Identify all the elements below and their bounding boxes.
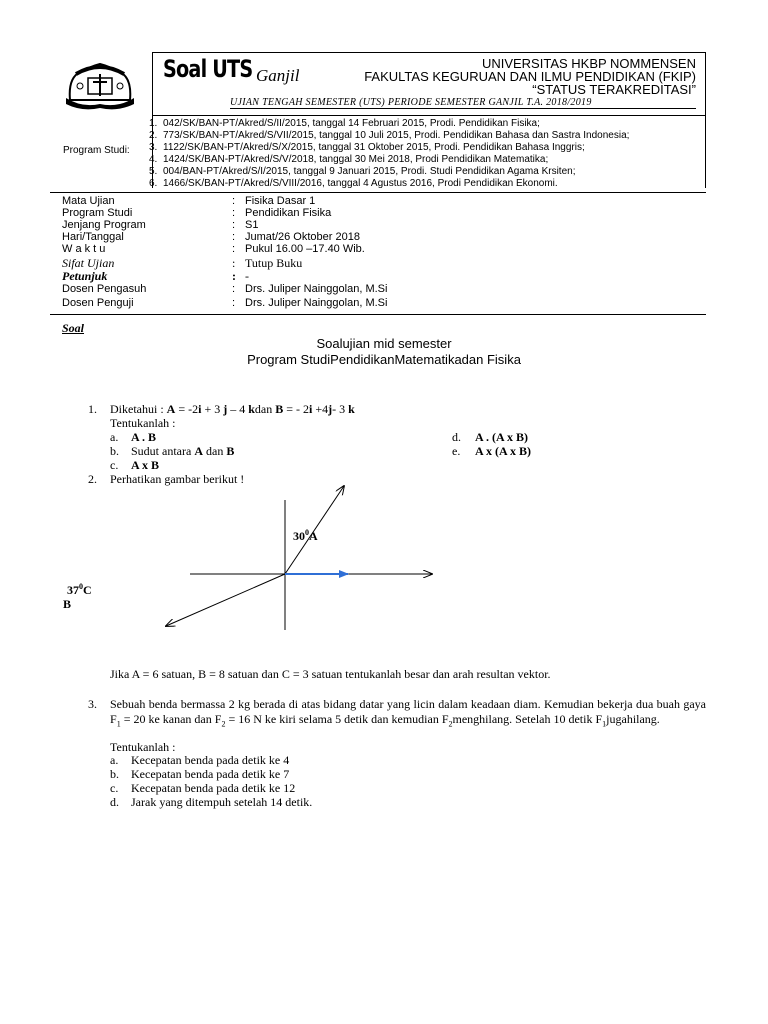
accreditation-item: 4. 1424/SK/BAN-PT/Akred/S/V/2018, tanggal 30 Mei 2018, Prodi Pendidikan Matematika; [149,154,549,165]
info-bottom-rule [50,314,706,315]
info-label: W a k t u [62,243,106,255]
q2-question: Jika A = 6 satuan, B = 8 satuan dan C = 3 satuan tentukanlah besar dan arah resultan vektor. [110,667,551,681]
faculty-name: FAKULTAS KEGURUAN DAN ILMU PENDIDIKAN (FKIP) [364,69,696,84]
accreditation-item: 3. 1122/SK/BAN-PT/Akred/S/X/2015, tanggal 31 Oktober 2015, Prodi. Pendidikan Bahasa Inggris; [149,142,585,153]
accreditation-item: 5. 004/BAN-PT/Akred/S/I/2015, tanggal 9 Januari 2015, Prodi. Studi Pendidikan Agama Krsiten; [149,166,576,177]
vector-c-label: $37^0C$ [67,582,92,597]
info-label: Hari/Tanggal [62,231,124,243]
accreditation-item: 6. 1466/SK/BAN-PT/Akred/S/VIII/2016, tanggal 4 Agustus 2016, Prodi Pendidikan Ekonomi. [149,178,558,189]
info-label: Dosen Pengasuh [62,283,147,295]
info-value: Drs. Juliper Nainggolan, M.Si [245,297,388,309]
info-label: Petunjuk [62,269,108,283]
accreditation-item: 2. 773/SK/BAN-PT/Akred/S/VII/2015, tanggal 10 Juli 2015, Prodi. Pendidikan Bahasa dan Sastra Indonesia; [149,130,630,141]
info-colon: : [232,256,236,270]
info-value: - [245,269,249,283]
exam-title: Soalujian mid semester [316,336,452,351]
info-label: Sifat Ujian [62,256,115,270]
q1-item-letter: b. [110,444,119,458]
soal-uts-title: Soal UTS [163,55,253,83]
info-colon: : [232,231,236,243]
program-studi-label: Program Studi: [63,145,130,156]
q1-item-text: A . B [131,430,157,444]
q1-item-letter: d. [452,430,461,444]
info-colon: : [232,195,236,207]
info-top-rule [50,192,706,193]
q3-paragraph: Sebuah benda bermassa 2 kg berada di atas bidang datar yang licin dalam keadaan diam. Kemudian bekerja dua buah gaya $F_1 = 20$ ke kanan dan $F_2 = 16$ N ke kiri selama 5 detik dan kemudian $F_2menghilang$. Setelah 10 detik $F_1jugahilang$. [110,697,706,729]
q1-item-letter: a. [110,430,119,444]
vector-diagram [150,480,450,630]
exam-period-underline [230,108,696,109]
university-seal-logo [62,60,138,110]
q3-item: a. Kecepatan benda pada detik ke 4 [110,753,290,767]
info-value: S1 [245,219,259,231]
vector-b-label: B [63,597,72,611]
info-colon: : [232,207,236,219]
info-value: Jumat/26 Oktober 2018 [245,231,360,243]
vector-a-label: $30^0A$ [293,528,318,543]
info-value: Fisika Dasar 1 [245,195,316,207]
q3-item: b. Kecepatan benda pada detik ke 7 [110,767,290,781]
info-colon: : [232,283,236,295]
vector-c-arrow [166,574,285,626]
q1-number: 1. [88,402,97,416]
q3-item: d. Jarak yang ditempuh setelah 14 detik. [110,795,313,809]
q1-item-letter: e. [452,444,461,458]
info-label: Jenjang Program [62,219,146,231]
q3-number: 3. [88,697,97,711]
q1-given: Diketahui : A = -2i + 3 j – 4 kdan B = - 2i +4j- 3 k [110,402,355,416]
ganjil-label: Ganjil [256,66,300,85]
info-label: Program Studi [62,207,133,219]
q2-number: 2. [88,472,97,486]
q1-item-text: Sudut antara A dan B [131,444,235,458]
accreditation-status: “STATUS TERAKREDITASI” [532,82,696,97]
info-label: Mata Ujian [62,195,115,207]
q1-instruction: Tentukanlah : [110,416,176,430]
info-colon: : [232,269,236,283]
info-value: Pendidikan Fisika [245,207,332,219]
accreditation-item: 1. 042/SK/BAN-PT/Akred/S/II/2015, tanggal 14 Februari 2015, Prodi. Pendidikan Fisika; [149,118,540,129]
info-label: Dosen Penguji [62,297,134,309]
university-name: UNIVERSITAS HKBP NOMMENSEN [481,56,696,71]
q2-text: Perhatikan gambar berikut ! [110,472,245,486]
q3-instruction: Tentukanlah : [110,740,176,754]
info-value: Pukul 16.00 –17.40 Wib. [245,243,365,255]
q1-item-text: A x B [131,458,160,472]
exam-period: UJIAN TENGAH SEMESTER (UTS) PERIODE SEMESTER GANJIL T.A. 2018/2019 [230,97,592,108]
q1-item-text: A x (A x B) [475,444,532,458]
q1-item-letter: c. [110,458,119,472]
info-value: Drs. Juliper Nainggolan, M.Si [245,283,388,295]
info-colon: : [232,219,236,231]
q3-item: c. Kecepatan benda pada detik ke 12 [110,781,296,795]
info-colon: : [232,297,236,309]
soal-heading: Soal [62,321,85,335]
info-colon: : [232,243,236,255]
info-value: Tutup Buku [245,256,303,270]
exam-subtitle: Program StudiPendidikanMatematikadan Fisika [247,352,521,367]
q1-item-text: A . (A x B) [475,430,529,444]
